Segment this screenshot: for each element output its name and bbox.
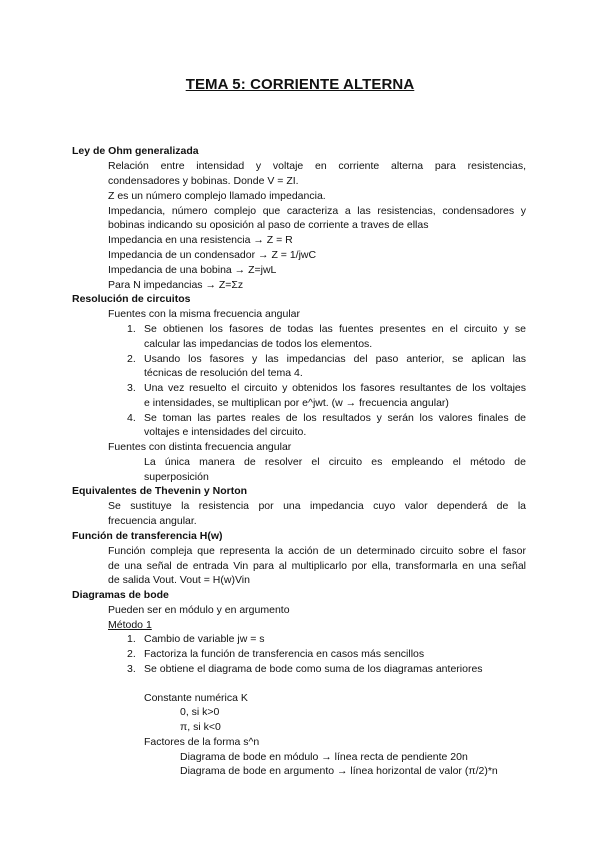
- const-case: 0, si k>0: [180, 706, 220, 718]
- factor-case: Diagrama de bode en argumento → línea horizontal de valor (π/2)*n: [180, 765, 498, 777]
- heading-thevenin: Equivalentes de Thevenin y Norton: [72, 485, 248, 497]
- factor-case: Diagrama de bode en módulo → línea recta de pendiente 20n: [180, 751, 468, 763]
- ohm-line: Impedancia de un condensador → Z = 1/jwC: [108, 249, 317, 261]
- bode-intro: Pueden ser en módulo y en argumento: [108, 604, 290, 616]
- step-line: Se toman las partes reales de los resultados y serán los valores finales de: [144, 412, 526, 424]
- heading-transferencia: Función de transferencia H(w): [72, 530, 223, 542]
- step-line: Se obtienen los fasores de todas las fuentes presentes en el circuito y se: [144, 323, 526, 335]
- ohm-line: condensadores y bobinas. Donde V = ZI.: [108, 175, 299, 187]
- step-line: técnicas de resolución del tema 4.: [144, 367, 303, 379]
- bode-step: Se obtiene el diagrama de bode como suma de los diagramas anteriores: [144, 663, 483, 675]
- const-case: π, si k<0: [180, 721, 221, 733]
- ohm-line: Z es un número complejo llamado impedancia.: [108, 190, 326, 202]
- step-number: 2.: [127, 353, 136, 365]
- ohm-line: Impedancia de una bobina → Z=jwL: [108, 264, 277, 276]
- factor-label: Factores de la forma s^n: [144, 736, 260, 748]
- bode-method: Método 1: [108, 619, 152, 631]
- step-number: 1.: [127, 633, 136, 645]
- ohm-line: Relación entre intensidad y voltaje en corriente alterna para resistencias,: [108, 160, 526, 172]
- subheading-diff-freq: Fuentes con distinta frecuencia angular: [108, 441, 292, 453]
- thevenin-line: Se sustituye la resistencia por una impedancia cuyo valor dependerá de la: [108, 500, 526, 512]
- const-label: Constante numérica K: [144, 692, 248, 704]
- ohm-line: bobinas indicando su oposición al paso de corriente a traves de ellas: [108, 219, 429, 231]
- transferencia-line: de una señal de entrada Vin para al multiplicarlo por ella, transformarla en una señal: [108, 560, 526, 572]
- heading-resolucion: Resolución de circuitos: [72, 293, 191, 305]
- diff-freq-line: superposición: [144, 471, 209, 483]
- bode-step: Factoriza la función de transferencia en casos más sencillos: [144, 648, 425, 660]
- transferencia-line: de salida Vout. Vout = H(w)Vin: [108, 574, 250, 586]
- heading-bode: Diagramas de bode: [72, 589, 169, 601]
- step-line: e intensidades, se multiplican por e^jwt. (w → frecuencia angular): [144, 397, 449, 409]
- step-number: 4.: [127, 412, 136, 424]
- step-number: 2.: [127, 648, 136, 660]
- heading-ohm: Ley de Ohm generalizada: [72, 145, 199, 157]
- page-title: TEMA 5: CORRIENTE ALTERNA: [185, 76, 415, 93]
- ohm-line: Para N impedancias → Z=Σz: [108, 279, 244, 291]
- step-line: calcular las impedancias de todos los elementos.: [144, 338, 373, 350]
- thevenin-line: frecuencia angular.: [108, 515, 197, 527]
- step-number: 3.: [127, 663, 136, 675]
- bode-step: Cambio de variable jw = s: [144, 633, 265, 645]
- diff-freq-line: La única manera de resolver el circuito es empleando el método de: [144, 456, 526, 468]
- transferencia-line: Función compleja que representa la acción de un determinado circuito sobre el fasor: [108, 545, 526, 557]
- step-line: Una vez resuelto el circuito y obtenidos los fasores resultantes de los voltajes: [144, 382, 526, 394]
- step-line: voltajes e intensidades del circuito.: [144, 426, 307, 438]
- step-line: Usando los fasores y las impedancias del paso anterior, se aplican las: [144, 353, 526, 365]
- step-number: 3.: [127, 382, 136, 394]
- ohm-line: Impedancia, número complejo que caracteriza a las resistencias, condensadores y: [108, 205, 526, 217]
- step-number: 1.: [127, 323, 136, 335]
- subheading-same-freq: Fuentes con la misma frecuencia angular: [108, 308, 301, 320]
- ohm-line: Impedancia en una resistencia → Z = R: [108, 234, 293, 246]
